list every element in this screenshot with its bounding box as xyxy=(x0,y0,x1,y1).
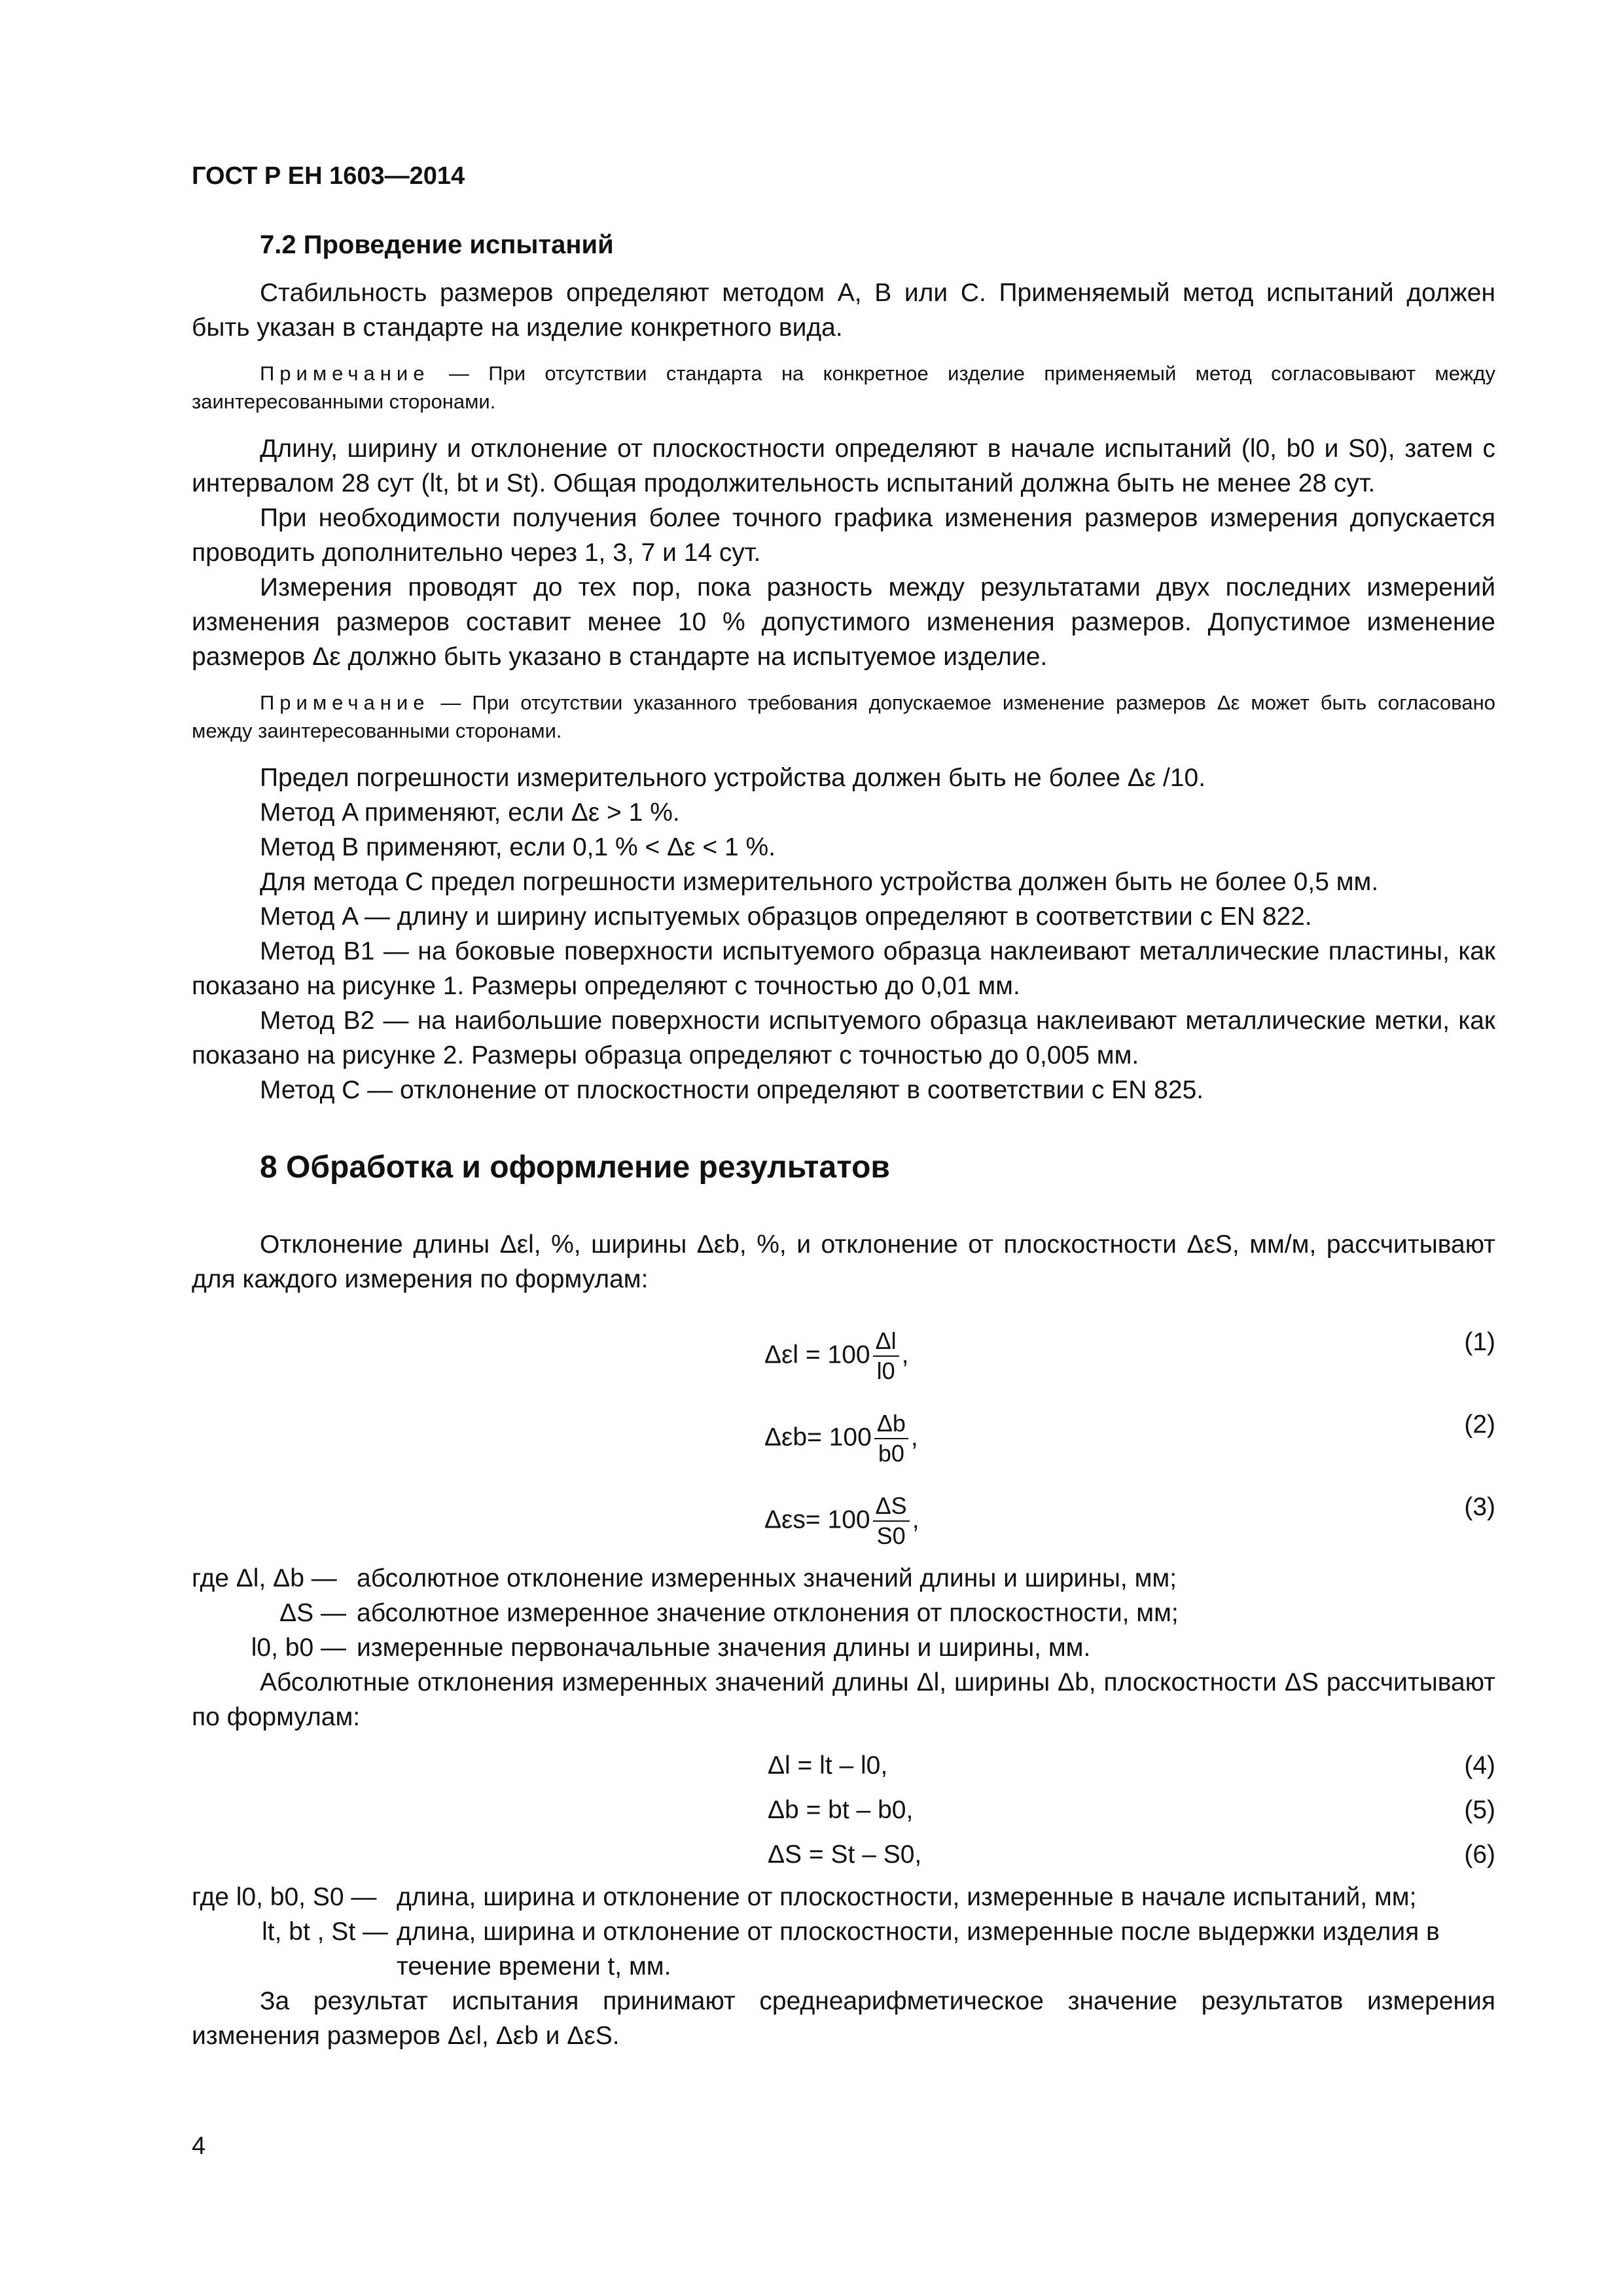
formula-denominator: b0 xyxy=(878,1440,904,1467)
equation-number: (1) xyxy=(1464,1328,1495,1356)
note-label: Примечание xyxy=(260,691,430,714)
paragraph: Метод B2 — на наибольшие поверхности испытуемого образца наклеивают металлические метки, как показано на рисунке 2. Размеры образца определяют с точностью до 0,005 мм. xyxy=(192,1007,1495,1069)
where-row xyxy=(192,1561,1495,1596)
paragraph: Метод A применяют, если Δε > 1 %. xyxy=(260,798,680,827)
formula-lhs: Δεs= 100 xyxy=(764,1505,870,1534)
paragraph: Стабильность размеров определяют методом A, B или C. Применяемый метод испытаний должен быть указан в стандарте на изделие конкретного вида. xyxy=(192,279,1495,342)
formula-6 xyxy=(192,1835,1495,1880)
where-text: абсолютное отклонение измеренных значений длины и ширины, мм; xyxy=(357,1564,1177,1592)
formula-numerator: ΔS xyxy=(873,1492,910,1522)
where-row xyxy=(192,1914,1495,1984)
section-8-heading: 8 Обработка и оформление результатов xyxy=(260,1150,890,1185)
equation-number: (3) xyxy=(1464,1493,1495,1521)
paragraph: Предел погрешности измерительного устройства должен быть не более Δε /10. xyxy=(260,764,1206,792)
paragraph: Абсолютные отклонения измеренных значений длины Δl, ширины Δb, плоскостности ΔS рассчитывают по формулам: xyxy=(192,1668,1495,1731)
formula-numerator: Δb xyxy=(874,1409,908,1439)
formula-expression: Δl = lt – l0, xyxy=(768,1751,888,1780)
paragraph: Метод C — отклонение от плоскостности определяют в соответствии с EN 825. xyxy=(260,1076,1204,1104)
equation-number: (6) xyxy=(1464,1840,1495,1869)
note xyxy=(192,359,1495,416)
formula-lhs: Δεl = 100 xyxy=(764,1340,870,1369)
formula-3: Δεs= 100 $\frac{\Delta S}{S0}$ , (3) xyxy=(764,1492,1495,1549)
formula-numerator: Δl xyxy=(873,1327,899,1357)
paragraph: Метод B применяют, если 0,1 % < Δε < 1 %. xyxy=(260,833,776,861)
paragraph: Метод B1 — на боковые поверхности испытуемого образца наклеивают металлические пластины, как показано на рисунке 1. Размеры определяют с точностью до 0,01 мм. xyxy=(192,937,1495,1000)
formula-4 xyxy=(192,1746,1495,1791)
document-body xyxy=(192,230,1495,2053)
where-text: абсолютное измеренное значение отклонения от плоскостности, мм; xyxy=(357,1599,1179,1627)
where-row xyxy=(192,1880,1495,1914)
formula-denominator: l0 xyxy=(876,1357,895,1384)
where-text: длина, ширина и отклонение от плоскостности, измеренные после выдержки изделия в течение времени t, мм. xyxy=(397,1918,1440,1981)
where-symbol: l0, b0 — xyxy=(251,1634,346,1662)
where-symbol: где Δl, Δb — xyxy=(192,1564,337,1592)
equation-number: (5) xyxy=(1464,1796,1495,1824)
paragraph: Измерения проводят до тех пор, пока разность между результатами двух последних измерений изменения размеров составит менее 10 % допустимого изменения размеров. Допустимое изменение размеров Δε должно быть указано в стандарте на испытуемое изделие. xyxy=(192,573,1495,671)
section-7-2-heading: 7.2 Проведение испытаний xyxy=(260,230,614,259)
where-text: измеренные первоначальные значения длины и ширины, мм. xyxy=(357,1634,1091,1662)
formula-expression: Δb = bt – b0, xyxy=(768,1796,914,1824)
where-symbol: lt, bt , St — xyxy=(262,1918,388,1946)
equation-number: (4) xyxy=(1464,1751,1495,1780)
where-text: длина, ширина и отклонение от плоскостности, измеренные в начале испытаний, мм; xyxy=(397,1883,1417,1911)
paragraph: Метод A — длину и ширину испытуемых образцов определяют в соответствии с EN 822. xyxy=(260,903,1312,931)
formula-2: Δεb= 100 $\frac{\Delta b}{b0}$ , (2) xyxy=(764,1410,1495,1467)
note-label: Примечание xyxy=(260,362,430,385)
paragraph: Отклонение длины Δεl, %, ширины Δεb, %, и отклонение от плоскостности ΔεS, мм/м, рассчитывают для каждого измерения по формулам: xyxy=(192,1230,1495,1293)
where-symbol: ΔS — xyxy=(279,1599,346,1627)
where-row xyxy=(192,1596,1495,1630)
where-row xyxy=(192,1630,1495,1665)
formula-expression: ΔS = St – S0, xyxy=(768,1840,922,1869)
equation-number: (2) xyxy=(1464,1410,1495,1439)
formula-denominator: S0 xyxy=(876,1522,906,1549)
page-number: 4 xyxy=(192,2132,206,2160)
formula-5 xyxy=(192,1791,1495,1835)
where-list-1 xyxy=(192,1561,1495,1665)
document-code-header: ГОСТ Р ЕН 1603—2014 xyxy=(192,162,465,190)
paragraph: При необходимости получения более точного графика изменения размеров измерения допускается проводить дополнительно через 1, 3, 7 и 14 сут. xyxy=(192,504,1495,567)
note-text: — При отсутствии стандарта на конкретное изделие применяемый метод согласовывают между заинтересованными сторонами. xyxy=(192,362,1495,413)
formula-lhs: Δεb= 100 xyxy=(764,1423,872,1452)
note xyxy=(192,689,1495,745)
paragraph: За результат испытания принимают среднеарифметическое значение результатов измерения изменения размеров Δεl, Δεb и ΔεS. xyxy=(192,1987,1495,2050)
paragraph: Для метода C предел погрешности измерительного устройства должен быть не более 0,5 мм. xyxy=(260,868,1379,896)
where-list-2 xyxy=(192,1880,1495,1984)
paragraph: Длину, ширину и отклонение от плоскостности определяют в начале испытаний (l0, b0 и S0), затем с интервалом 28 сут (lt, bt и St). Общая продолжительность испытаний должна быть не менее 28 сут. xyxy=(192,435,1495,497)
where-symbol: где l0, b0, S0 — xyxy=(192,1883,377,1911)
formula-1: Δεl = 100 $\frac{\Delta l}{l0}$ , (1) xyxy=(764,1327,1495,1384)
note-text: — При отсутствии указанного требования допускаемое изменение размеров Δε может быть согласовано между заинтересованными сторонами. xyxy=(192,691,1495,742)
